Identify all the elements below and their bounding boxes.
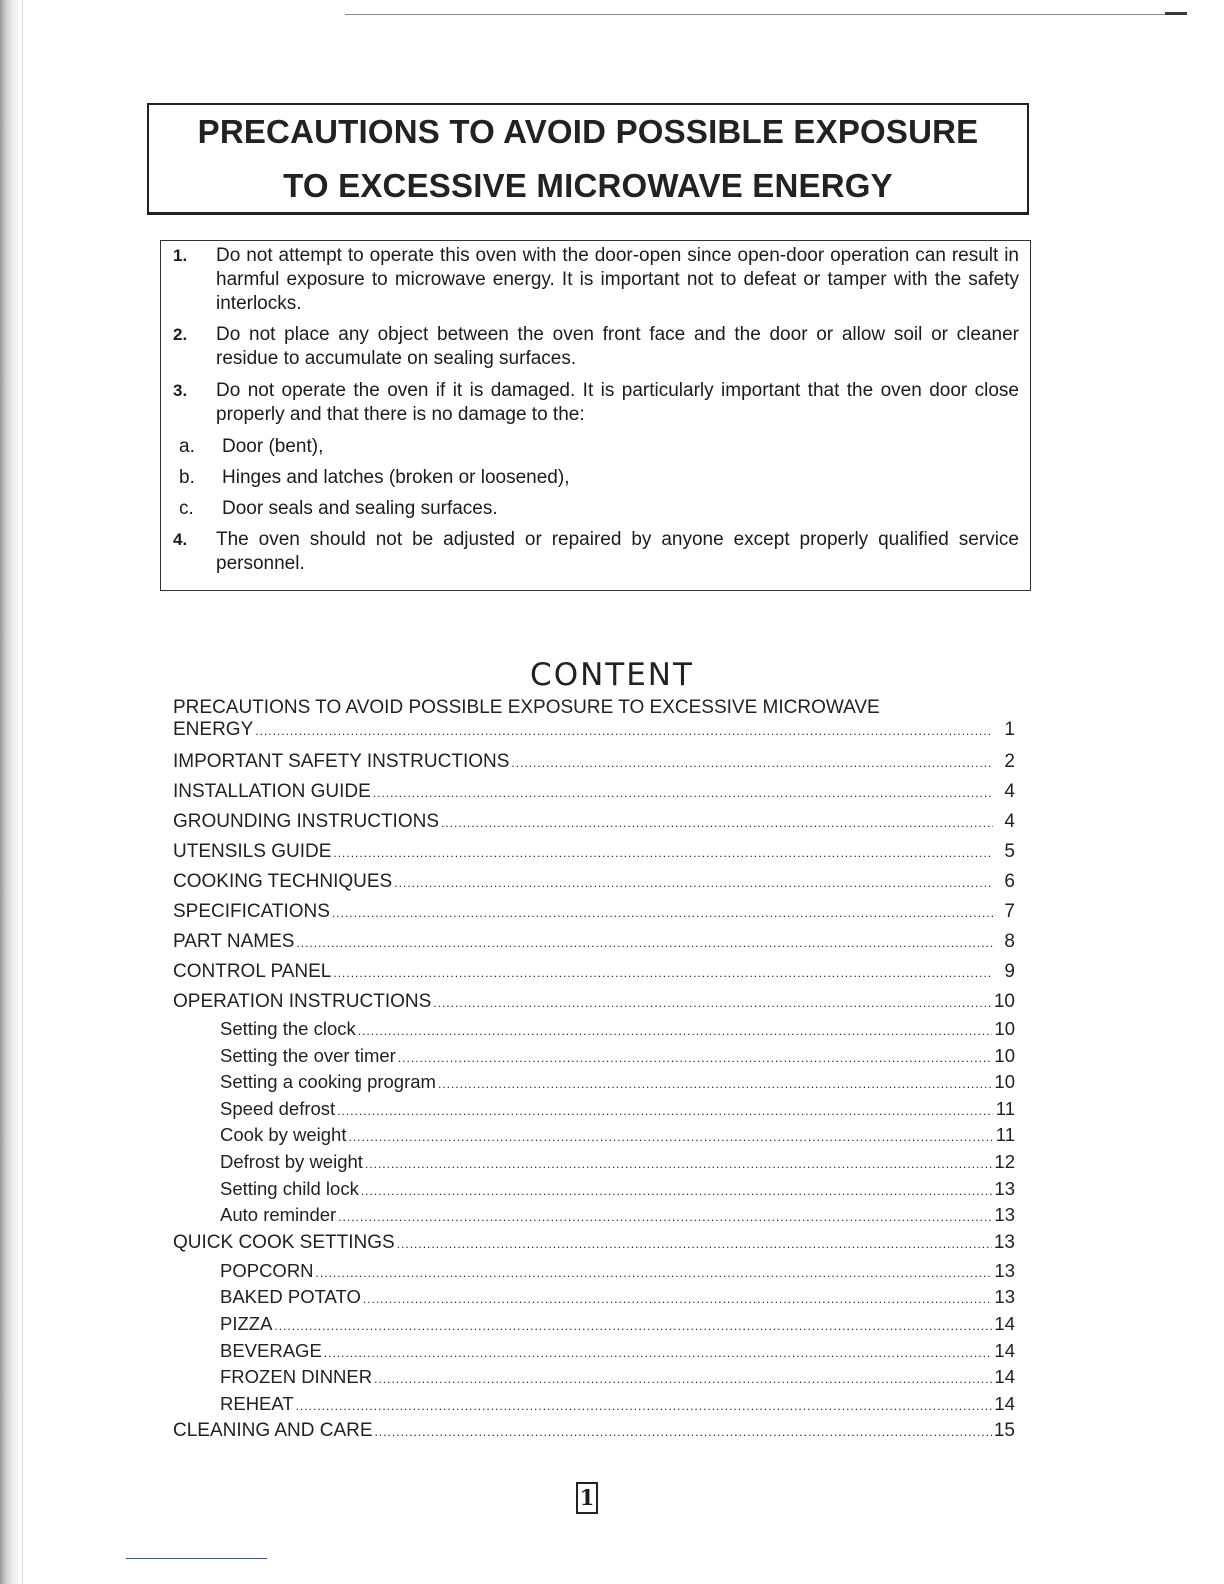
toc-page-number: 11	[995, 1097, 1015, 1119]
toc-leader-dots	[374, 1367, 992, 1392]
toc-label: Setting child lock	[220, 1177, 359, 1199]
toc-subentry	[173, 1044, 1015, 1071]
precaution-number: 2.	[173, 325, 188, 344]
precaution-letter: a.	[179, 436, 195, 457]
toc-label: BEVERAGE	[220, 1339, 322, 1361]
toc-subentry	[173, 1123, 1015, 1150]
content-heading: CONTENT	[530, 657, 694, 693]
toc-entry	[173, 749, 1015, 776]
toc-label: REHEAT	[220, 1392, 294, 1414]
precaution-text: Do not operate the oven if it is damaged. It is particularly important that the oven door close properly and that there is no damage to the:	[216, 380, 1019, 425]
toc-entry	[173, 959, 1015, 986]
toc-page-number: 6	[1004, 871, 1015, 892]
toc-leader-dots	[332, 901, 993, 926]
bottom-rule	[126, 1558, 267, 1559]
precaution-text: The oven should not be adjusted or repaired by anyone except properly qualified service personnel.	[216, 529, 1019, 574]
toc-leader-dots	[511, 751, 993, 776]
toc-subentry	[173, 1097, 1015, 1124]
toc-entry	[173, 989, 1015, 1016]
toc-label: CONTROL PANEL	[173, 961, 332, 982]
precaution-subtext: Hinges and latches (broken or loosened),	[222, 467, 570, 488]
toc-leader-dots	[433, 991, 992, 1016]
toc-label-line-1: PRECAUTIONS TO AVOID POSSIBLE EXPOSURE TO EXCESSIVE MICROWAVE	[173, 697, 880, 718]
toc-subentry	[173, 1339, 1015, 1366]
precaution-letter: b.	[179, 467, 195, 488]
toc-label: Auto reminder	[220, 1204, 337, 1226]
toc-leader-dots	[363, 1287, 993, 1312]
toc-page-number: 12	[994, 1150, 1015, 1172]
precaution-text: Do not attempt to operate this oven with the door-open since open-door operation can result in harmful exposure to microwave energy. It is important not to defeat or tamper with the safety interlocks.	[216, 245, 1019, 314]
toc-leader-dots	[316, 1261, 993, 1286]
precaution-number: 1.	[173, 246, 188, 265]
toc-leader-dots	[398, 1046, 993, 1071]
toc-subentry	[173, 1259, 1015, 1286]
toc-leader-dots	[333, 841, 993, 866]
title-box	[147, 103, 1029, 215]
toc-leader-dots	[438, 1072, 992, 1097]
toc-label: CLEANING AND CARE	[173, 1420, 373, 1442]
scan-edge-shadow	[0, 0, 22, 1584]
toc-leader-dots	[361, 1179, 993, 1204]
toc-label: BAKED POTATO	[220, 1286, 361, 1308]
toc-label: PART NAMES	[173, 931, 295, 952]
toc-page-number: 5	[1004, 841, 1015, 862]
top-rule	[345, 14, 1187, 15]
toc-subentry	[173, 1285, 1015, 1312]
toc-page-number: 13	[994, 1286, 1015, 1308]
toc-entry	[173, 839, 1015, 866]
toc-label: PIZZA	[220, 1312, 273, 1334]
toc-leader-dots	[397, 1232, 992, 1257]
toc-label: Defrost by weight	[220, 1150, 363, 1172]
toc-entry	[173, 1230, 1015, 1257]
toc-entry	[173, 779, 1015, 806]
toc-label: SPECIFICATIONS	[173, 901, 330, 922]
toc-page-number: 14	[994, 1366, 1015, 1388]
precaution-text: Do not place any object between the oven front face and the door or allow soil or cleaner residue to accumulate on sealing surfaces.	[216, 324, 1019, 369]
toc-subentry	[173, 1312, 1015, 1339]
toc-entry	[173, 899, 1015, 926]
toc-label: Speed defrost	[220, 1097, 336, 1119]
toc-page-number: 4	[1004, 781, 1015, 802]
toc-label: Cook by weight	[220, 1124, 347, 1146]
toc-page-number: 4	[1004, 811, 1015, 832]
precautions-box	[160, 240, 1031, 591]
toc-page-number: 13	[994, 1177, 1015, 1199]
toc-page-number: 15	[993, 1420, 1015, 1442]
toc-page-number: 11	[995, 1124, 1015, 1146]
toc-page-number: 13	[993, 1231, 1015, 1253]
toc-leader-dots	[274, 1314, 992, 1339]
toc-page-number: 10	[993, 991, 1015, 1012]
toc-entry	[173, 697, 1015, 742]
toc-page-number: 10	[994, 1044, 1015, 1066]
toc-leader-dots	[255, 720, 993, 742]
toc-leader-dots	[373, 781, 993, 806]
toc-page-number: 10	[994, 1018, 1015, 1039]
top-rule-end	[1165, 12, 1187, 15]
toc-subentry	[173, 1150, 1015, 1177]
toc-label: GROUNDING INSTRUCTIONS	[173, 811, 439, 832]
toc-leader-dots	[296, 1394, 993, 1419]
toc-page-number: 2	[1004, 751, 1015, 772]
toc-page-number: 8	[1004, 931, 1015, 952]
toc-page-number: 9	[1004, 961, 1015, 982]
toc-subentry	[173, 1203, 1015, 1230]
page-number-box: 1	[576, 1482, 598, 1514]
toc-page-number: 13	[994, 1259, 1015, 1281]
toc-page-number: 14	[994, 1392, 1015, 1414]
precaution-subtext: Door seals and sealing surfaces.	[222, 498, 498, 519]
toc-subentry	[173, 1017, 1015, 1044]
toc-leader-dots	[296, 931, 993, 956]
toc-label: Setting a cooking program	[220, 1071, 436, 1093]
toc-subentry	[173, 1365, 1015, 1392]
toc-page-number: 14	[994, 1339, 1015, 1361]
toc-subentry	[173, 1070, 1015, 1097]
toc-label: IMPORTANT SAFETY INSTRUCTIONS	[173, 751, 510, 772]
toc-entry	[173, 869, 1015, 896]
toc-leader-dots	[337, 1099, 993, 1124]
toc-leader-dots	[333, 961, 993, 986]
toc-subentry	[173, 1392, 1015, 1419]
toc-leader-dots	[348, 1125, 993, 1150]
title-line-2: TO EXCESSIVE MICROWAVE ENERGY	[283, 166, 893, 204]
toc-label: Setting the clock	[220, 1018, 356, 1039]
toc-label-line-2: ENERGY	[173, 719, 254, 740]
toc-leader-dots	[338, 1205, 992, 1230]
toc-label: UTENSILS GUIDE	[173, 841, 332, 862]
toc-leader-dots	[394, 871, 993, 896]
toc-entry	[173, 929, 1015, 956]
precaution-number: 3.	[173, 381, 188, 400]
toc-label: POPCORN	[220, 1259, 314, 1281]
precaution-letter: c.	[179, 498, 194, 519]
toc-leader-dots	[324, 1341, 993, 1366]
toc-leader-dots	[375, 1420, 992, 1445]
toc-entry	[173, 809, 1015, 836]
toc-label: INSTALLATION GUIDE	[173, 781, 371, 802]
precaution-number: 4.	[173, 530, 188, 549]
title-line-1: PRECAUTIONS TO AVOID POSSIBLE EXPOSURE	[197, 112, 979, 150]
toc-label: OPERATION INSTRUCTIONS	[173, 991, 432, 1012]
toc-label: COOKING TECHNIQUES	[173, 871, 393, 892]
toc-label: QUICK COOK SETTINGS	[173, 1231, 395, 1253]
precaution-subtext: Door (bent),	[222, 436, 324, 457]
table-of-contents	[173, 697, 1015, 1445]
toc-leader-dots	[441, 811, 993, 836]
toc-label: Setting the over timer	[220, 1044, 396, 1066]
toc-page-number: 1	[1004, 719, 1015, 740]
toc-leader-dots	[358, 1019, 993, 1044]
scan-edge-line	[22, 0, 23, 1584]
toc-page-number: 13	[994, 1204, 1015, 1226]
toc-page-number: 14	[994, 1312, 1015, 1334]
toc-leader-dots	[365, 1152, 992, 1177]
toc-entry	[173, 1418, 1015, 1445]
toc-page-number: 7	[1004, 901, 1015, 922]
toc-page-number: 10	[994, 1071, 1015, 1093]
toc-label: FROZEN DINNER	[220, 1366, 373, 1388]
toc-subentry	[173, 1177, 1015, 1204]
